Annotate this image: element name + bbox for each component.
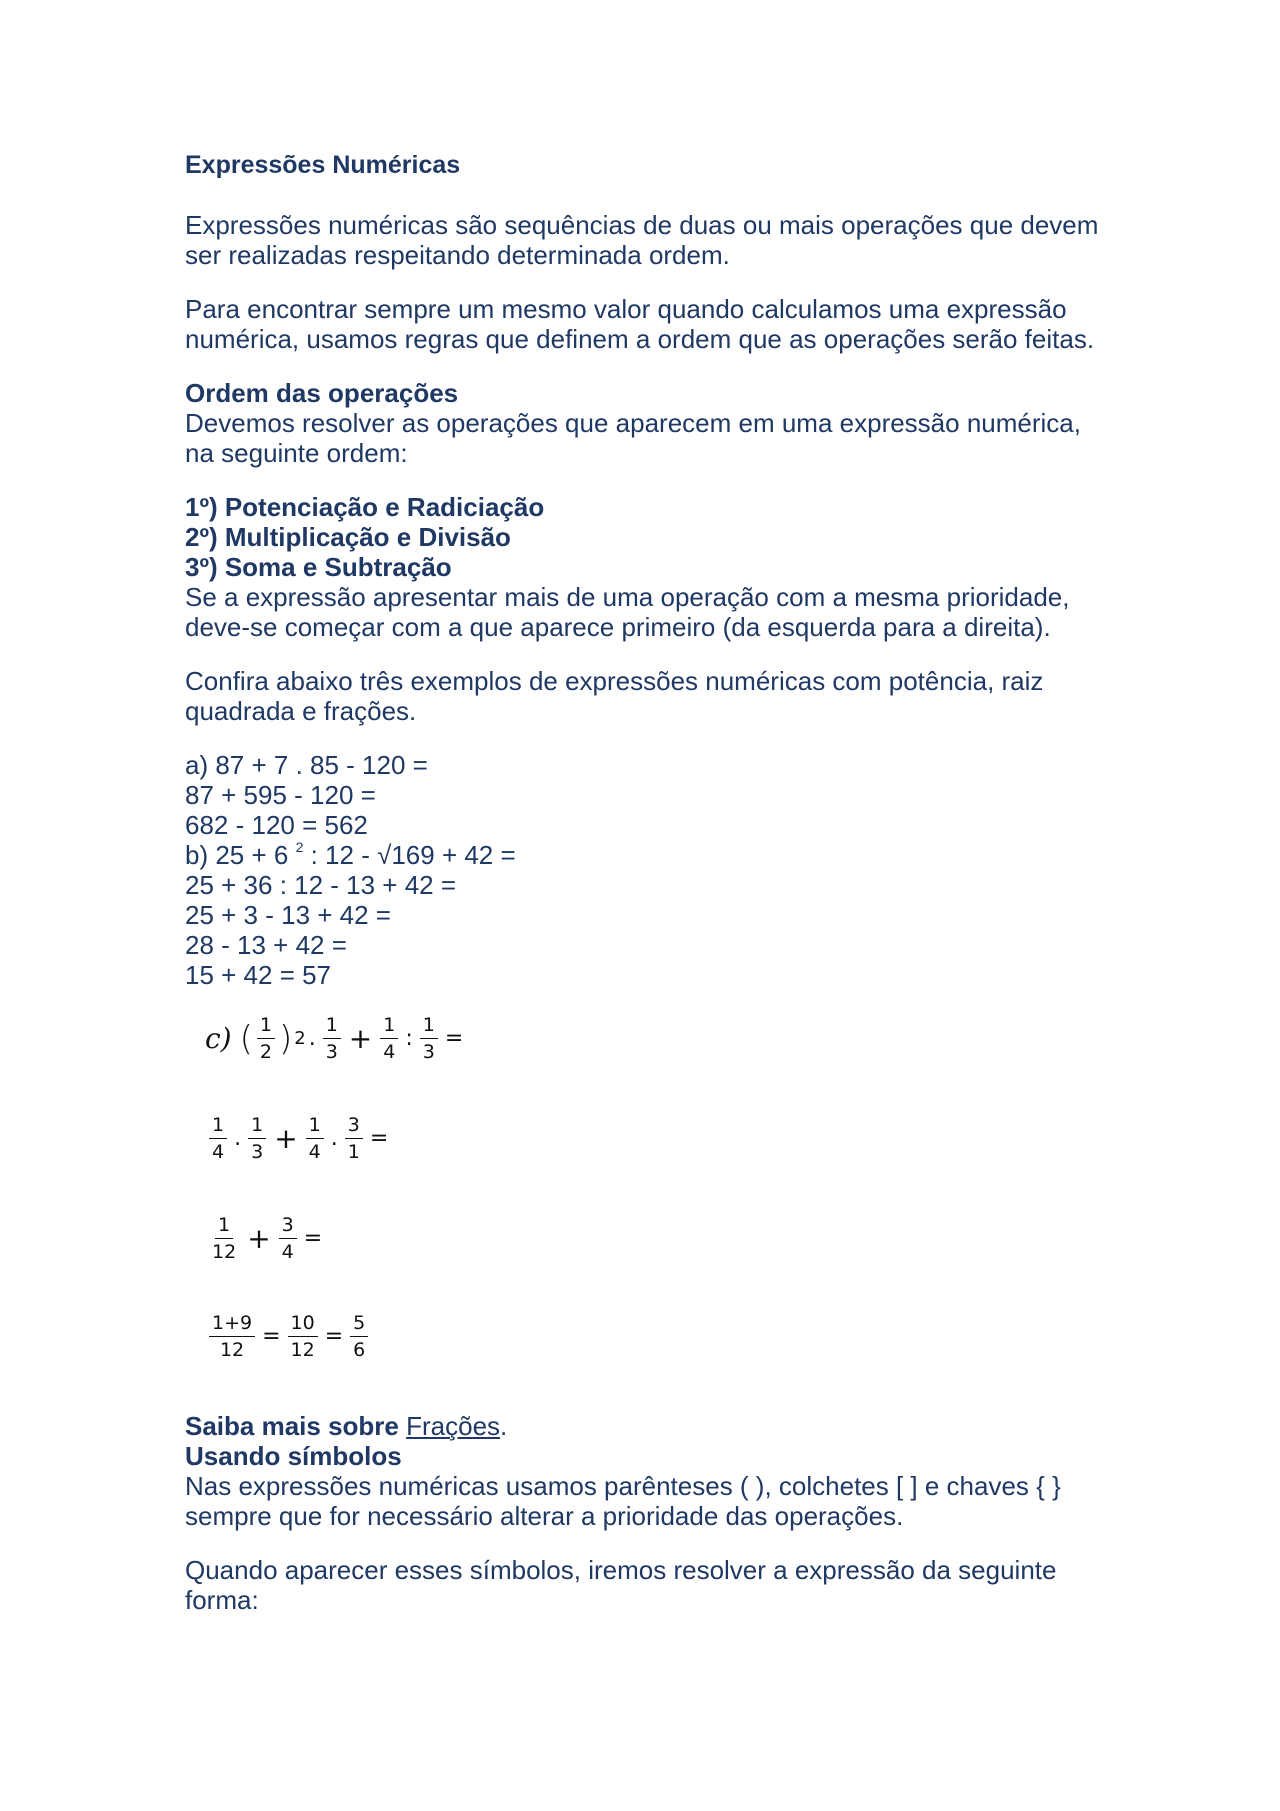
math-row-4 — [205, 1312, 372, 1361]
example-b-line: 25 + 36 : 12 - 13 + 42 = — [185, 870, 457, 900]
priority-list — [185, 492, 1115, 642]
equals-op: = — [324, 1323, 344, 1349]
fraction: $\frac{1}{4}$ — [306, 1114, 324, 1163]
symbols-heading: Usando símbolos — [185, 1441, 402, 1471]
example-a-line: a) 87 + 7 . 85 - 120 = — [185, 750, 428, 780]
document-body — [185, 150, 1115, 1639]
example-c-label: c) — [205, 1021, 232, 1055]
saiba-mais-period: . — [500, 1411, 508, 1441]
fraction: $\frac{10}{12}$ — [288, 1312, 318, 1361]
fraction: $\frac{3}{4}$ — [279, 1214, 297, 1263]
plus-op: + — [274, 1121, 298, 1155]
text-line: Expressões numéricas são sequências de duas ou mais operações que devem — [185, 210, 1099, 240]
example-b-pre: b) 25 + 6 — [185, 840, 296, 870]
text-line: deve-se começar com a que aparece primeiro (da esquerda para a direita). — [185, 612, 1051, 642]
priority-item: 1º) Potenciação e Radiciação — [185, 492, 545, 522]
saiba-mais-section — [185, 1411, 1115, 1531]
priority-item: 3º) Soma e Subtração — [185, 552, 452, 582]
text-line: Quando aparecer esses símbolos, iremos resolver a expressão da seguinte — [185, 1555, 1057, 1585]
text-line: Se a expressão apresentar mais de uma operação com a mesma prioridade, — [185, 582, 1070, 612]
text-line: Confira abaixo três exemplos de expressões numéricas com potência, raiz — [185, 666, 1044, 696]
exponent: 2 — [294, 1027, 306, 1049]
paren-open: ( — [239, 1018, 253, 1059]
equals-op: = — [303, 1225, 323, 1251]
fraction: $\frac{1}{4}$ — [380, 1014, 398, 1063]
text-line: numérica, usamos regras que definem a ordem que as operações serão feitas. — [185, 324, 1095, 354]
exponent: 2 — [295, 839, 304, 855]
multiply-op: . — [308, 1025, 316, 1051]
fraction: $\frac{3}{1}$ — [345, 1114, 363, 1163]
text-line: Devemos resolver as operações que aparecem em uma expressão numérica, — [185, 408, 1081, 438]
priority-item: 2º) Multiplicação e Divisão — [185, 522, 511, 552]
intro-paragraph-2 — [185, 294, 1115, 354]
examples-a-b — [185, 750, 1115, 990]
page-title: Expressões Numéricas — [185, 151, 461, 179]
math-row-2 — [205, 1114, 391, 1163]
fraction: $\frac{1}{3}$ — [248, 1114, 266, 1163]
fraction: $\frac{1}{4}$ — [209, 1114, 227, 1163]
examples-intro — [185, 666, 1115, 726]
fraction: $\frac{1}{3}$ — [323, 1014, 341, 1063]
example-c-math-image — [185, 1002, 515, 1387]
fraction: $\frac{5}{6}$ — [350, 1312, 368, 1361]
multiply-op: . — [234, 1125, 242, 1151]
multiply-op: . — [330, 1125, 338, 1151]
fraction: $\frac{1}{3}$ — [420, 1014, 438, 1063]
text-line: Nas expressões numéricas usamos parênteses ( ), colchetes [ ] e chaves { } — [185, 1471, 1061, 1501]
fraction: $\frac{1}{12}$ — [212, 1214, 237, 1263]
plus-op: + — [247, 1221, 271, 1255]
equals-op: = — [369, 1125, 389, 1151]
plus-op: + — [348, 1021, 373, 1055]
text-line: quadrada e frações. — [185, 696, 417, 726]
text-line: sempre que for necessário alterar a prioridade das operações. — [185, 1501, 904, 1531]
equals-op: = — [444, 1025, 464, 1051]
text-line: forma: — [185, 1585, 259, 1615]
example-b-post: : 12 - √169 + 42 = — [303, 840, 516, 870]
order-section — [185, 378, 1115, 468]
fraction: $\frac{1+9}{12}$ — [209, 1312, 255, 1361]
symbols-paragraph-2 — [185, 1555, 1115, 1615]
example-b-line — [185, 840, 1115, 870]
saiba-mais-label: Saiba mais sobre — [185, 1411, 399, 1441]
example-b-line: 15 + 42 = 57 — [185, 960, 332, 990]
fraction: $\frac{1}{2}$ — [257, 1014, 275, 1063]
text-line: Para encontrar sempre um mesmo valor quando calculamos uma expressão — [185, 294, 1067, 324]
paren-close: ) — [278, 1018, 293, 1059]
intro-paragraph-1 — [185, 210, 1115, 270]
math-row-1 — [205, 1014, 466, 1063]
equals-op: = — [262, 1323, 281, 1349]
saiba-mais-line — [185, 1411, 1115, 1441]
order-heading: Ordem das operações — [185, 378, 459, 408]
text-line: na seguinte ordem: — [185, 438, 408, 468]
example-b-line: 28 - 13 + 42 = — [185, 930, 347, 960]
divide-op: : — [405, 1025, 413, 1051]
example-b-line: 25 + 3 - 13 + 42 = — [185, 900, 391, 930]
example-a-line: 87 + 595 - 120 = — [185, 780, 376, 810]
math-row-3 — [205, 1214, 325, 1263]
example-a-line: 682 - 120 = 562 — [185, 810, 368, 840]
fracoes-link[interactable]: Frações — [406, 1411, 501, 1441]
text-line: ser realizadas respeitando determinada ordem. — [185, 240, 730, 270]
